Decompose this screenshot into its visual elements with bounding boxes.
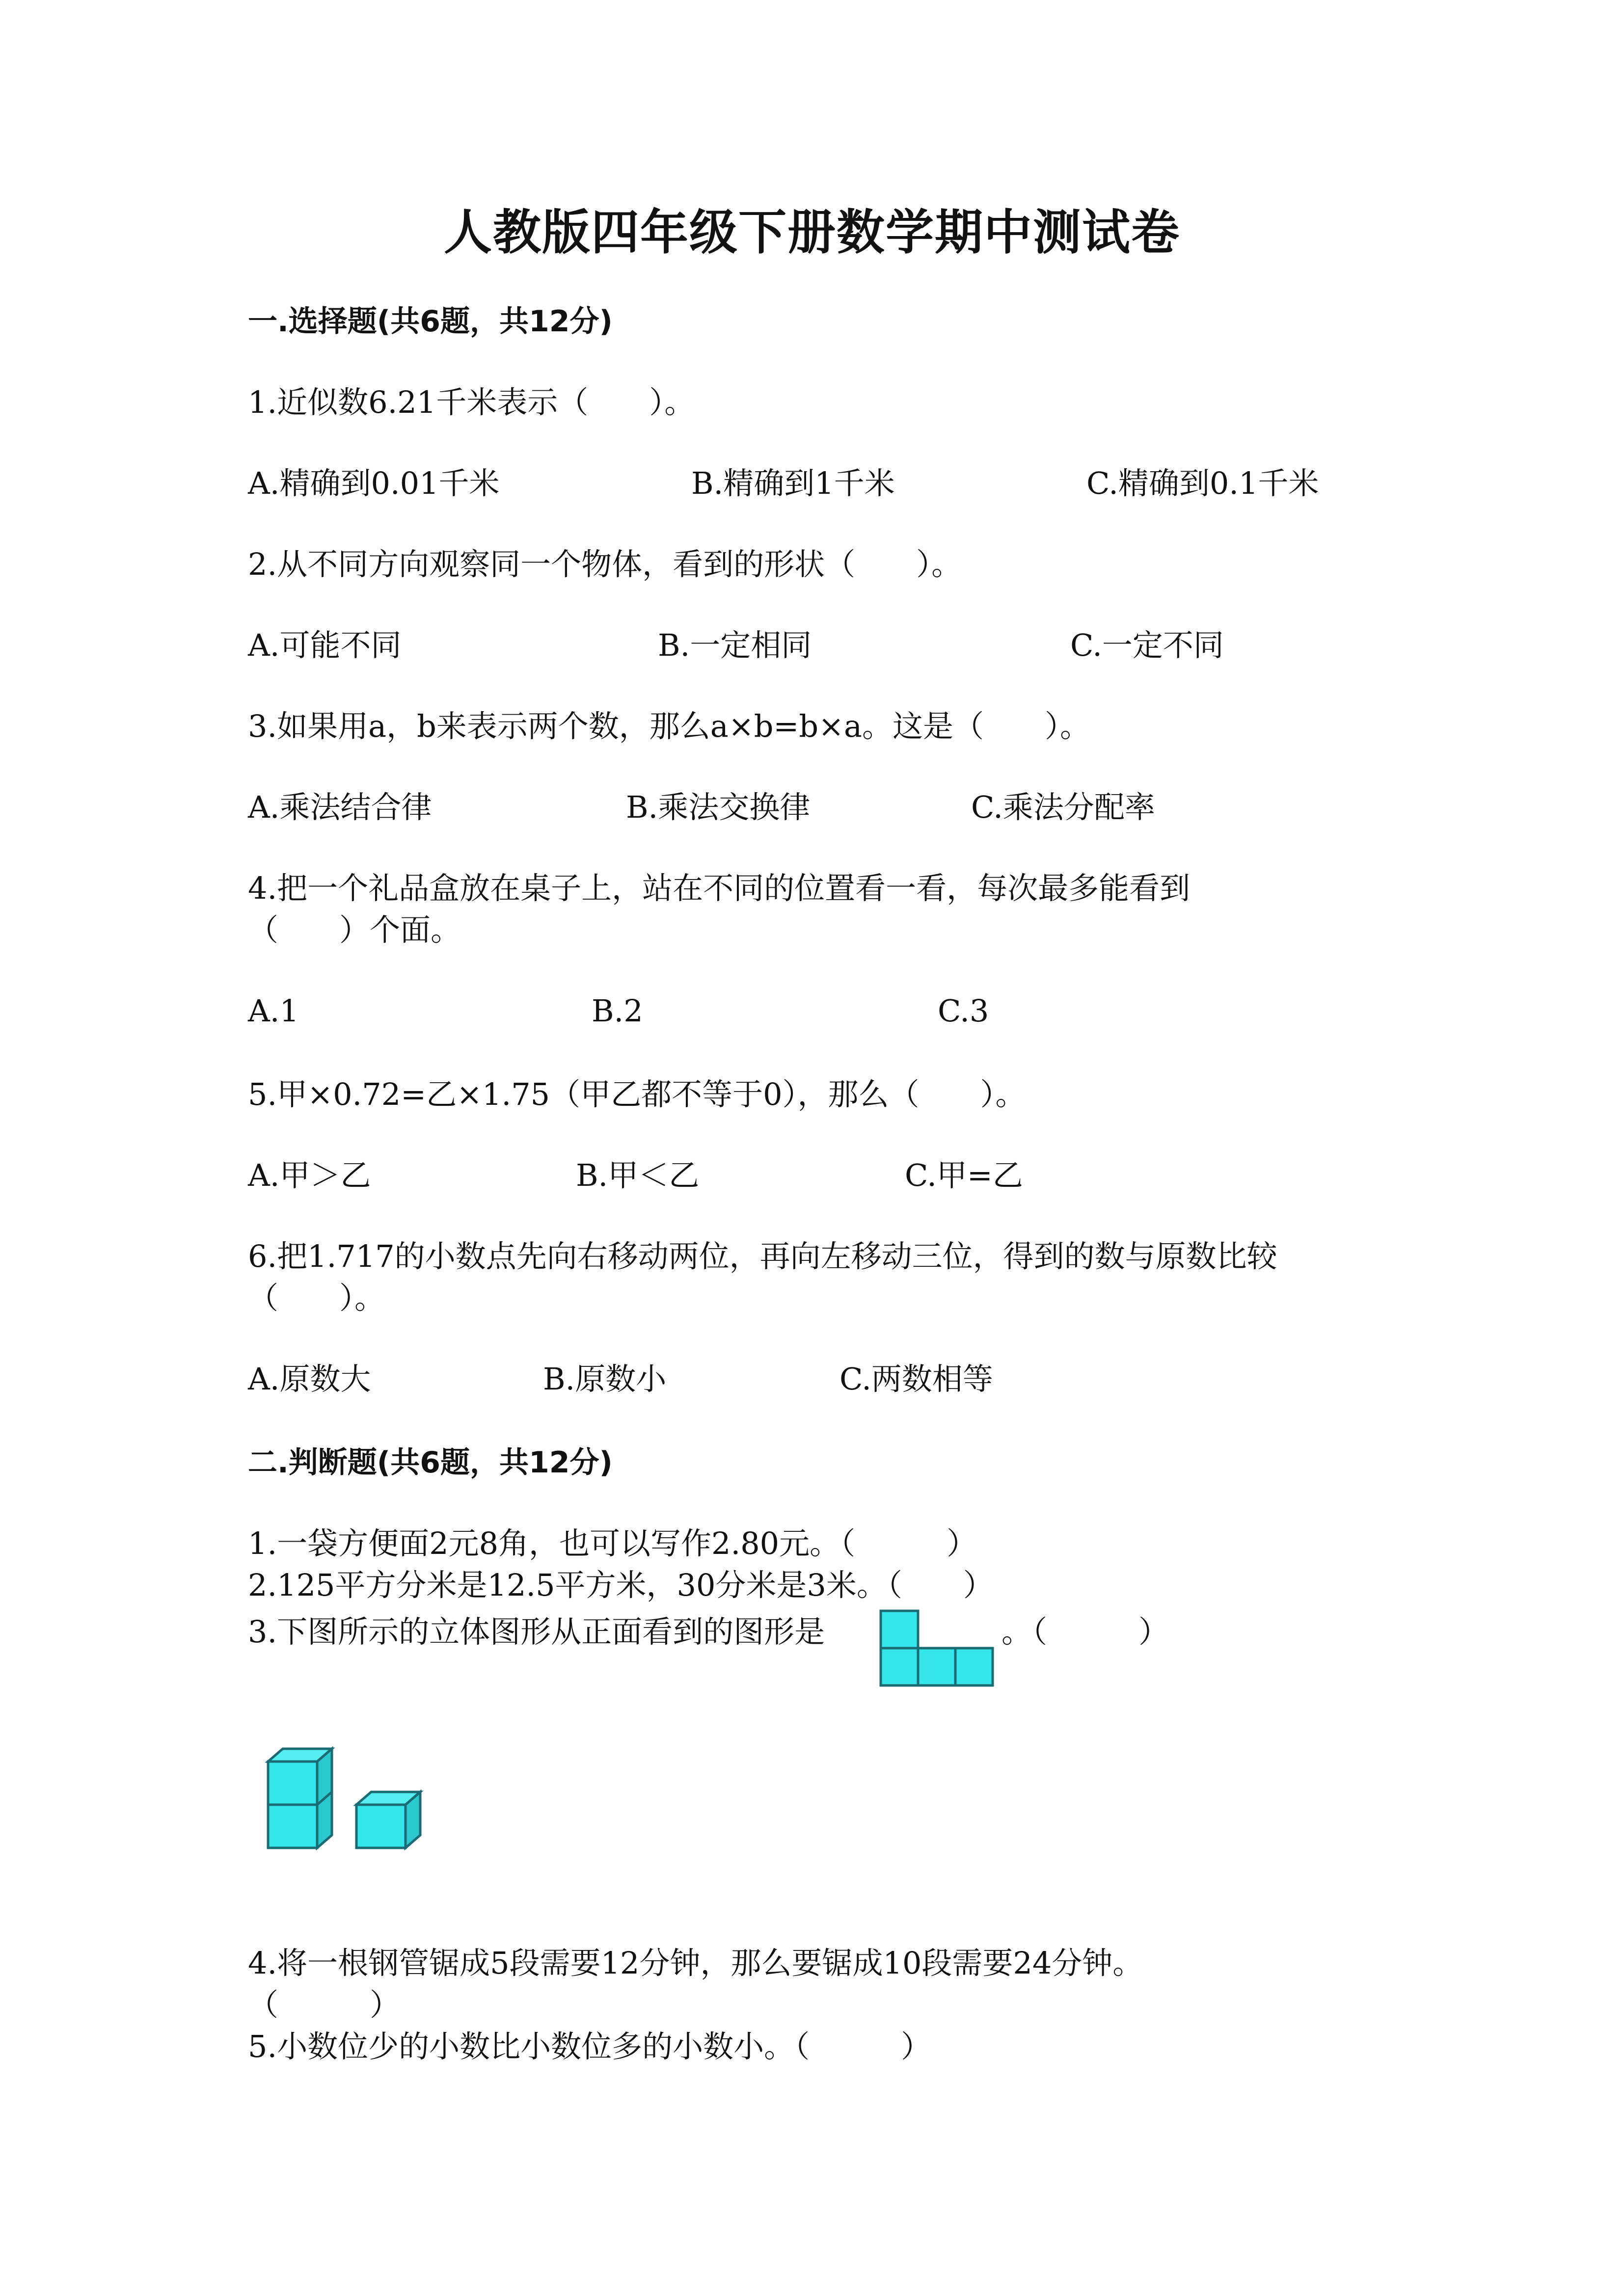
cube-face — [268, 1762, 317, 1805]
option-a: A.甲＞乙 — [248, 1157, 371, 1193]
option-a: A.可能不同 — [248, 627, 402, 663]
solid-cubes-figure — [265, 1745, 432, 1858]
option-a: A.精确到0.01千米 — [248, 465, 500, 501]
option-a: A.乘法结合律 — [248, 789, 432, 825]
option-c: C.乘法分配率 — [971, 789, 1155, 825]
option-b: B.2 — [592, 993, 643, 1029]
judgement-item: 2.125平方分米是12.5平方米，30分米是3米。（ ） — [248, 1567, 994, 1603]
question-stem: 2.从不同方向观察同一个物体，看到的形状（ ）。 — [248, 546, 962, 582]
judgement-item: 4.将一根钢管锯成5段需要12分钟，那么要锯成10段需要24分钟。 — [248, 1945, 1143, 1981]
judgement-item-continued: （ ） — [248, 1987, 401, 2023]
question-stem: 1.近似数6.21千米表示（ ）。 — [248, 384, 695, 420]
judgement-item: 3.下图所示的立体图形从正面看到的图形是 — [248, 1614, 825, 1650]
section-heading-judgement: 二.判断题(共6题，共12分) — [248, 1445, 613, 1480]
question-stem: 5.甲×0.72=乙×1.75（甲乙都不等于0），那么（ ）。 — [248, 1076, 1026, 1112]
option-b: B.一定相同 — [658, 627, 812, 663]
option-c: C.精确到0.1千米 — [1086, 465, 1319, 501]
option-c: C.两数相等 — [839, 1361, 993, 1397]
judgement-item: 5.小数位少的小数比小数位多的小数小。（ ） — [248, 2029, 932, 2064]
option-b: B.精确到1千米 — [691, 465, 895, 501]
cube-face — [268, 1805, 317, 1848]
question-stem: 6.把1.717的小数点先向右移动两位，再向左移动三位，得到的数与原数比较 — [248, 1238, 1277, 1274]
judgement-item: 1.一袋方便面2元8角，也可以写作2.80元。（ ） — [248, 1525, 977, 1561]
option-a: A.原数大 — [248, 1361, 371, 1397]
page-title: 人教版四年级下册数学期中测试卷 — [443, 204, 1180, 261]
question-stem-continued: （ ）个面。 — [248, 912, 461, 948]
front-view-square — [955, 1648, 993, 1685]
section-heading-choice: 一.选择题(共6题，共12分) — [248, 304, 613, 339]
cube-face — [356, 1805, 406, 1848]
front-view-square — [881, 1648, 918, 1685]
option-c: C.甲=乙 — [905, 1157, 1023, 1193]
question-stem: 3.如果用a，b来表示两个数，那么a×b=b×a。这是（ ）。 — [248, 708, 1090, 744]
option-c: C.一定不同 — [1070, 627, 1224, 663]
front-view-square — [881, 1611, 918, 1648]
option-b: B.乘法交换律 — [626, 789, 811, 825]
option-b: B.甲＜乙 — [576, 1157, 700, 1193]
judgement-item-tail: 。（ ） — [1001, 1614, 1169, 1650]
option-a: A.1 — [248, 993, 299, 1029]
front-view-square — [918, 1648, 955, 1685]
question-stem: 4.把一个礼品盒放在桌子上，站在不同的位置看一看，每次最多能看到 — [248, 870, 1191, 906]
question-stem-continued: （ ）。 — [248, 1280, 385, 1316]
front-view-figure — [879, 1609, 999, 1690]
option-c: C.3 — [938, 993, 989, 1029]
option-b: B.原数小 — [543, 1361, 667, 1397]
